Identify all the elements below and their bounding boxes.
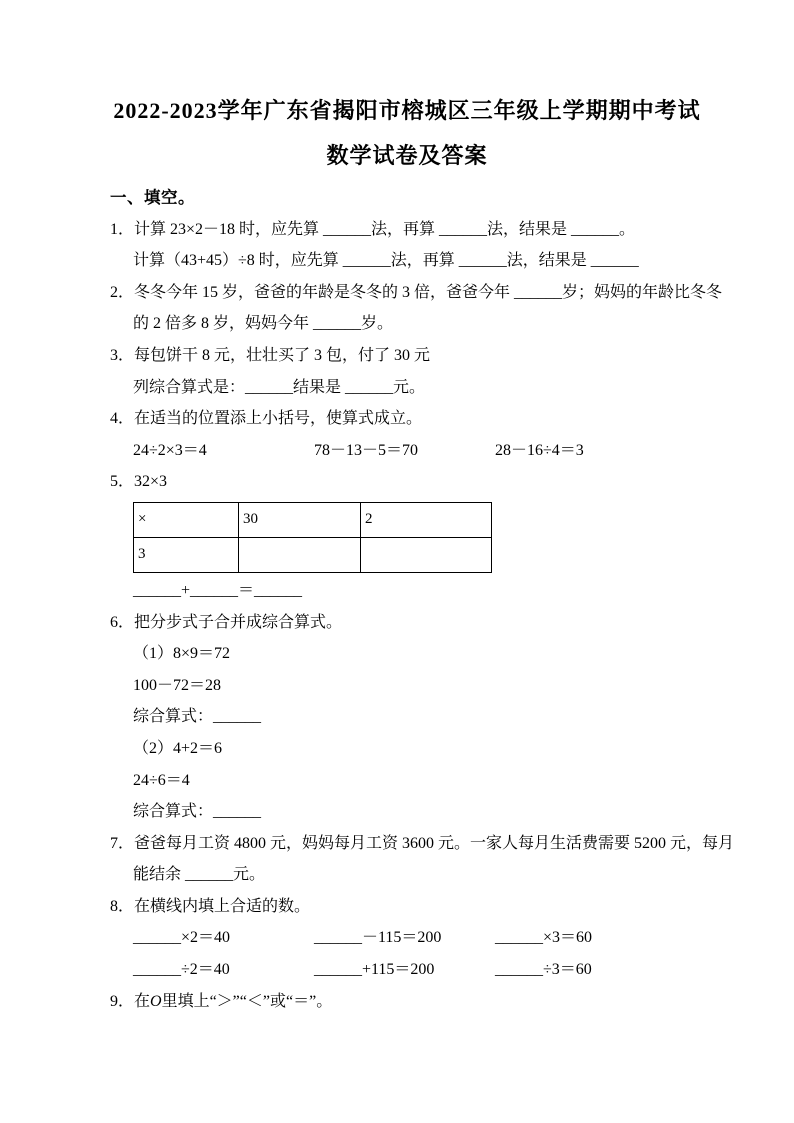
table-row (134, 502, 492, 537)
question-9-circle-symbol: O (150, 992, 162, 1010)
question-8-equation-3: ______×3＝60 (495, 929, 593, 947)
table-cell-operator: × (134, 502, 239, 537)
question-5-sum-line: ______+______＝______ (133, 581, 303, 599)
exam-title-line-2: 数学试卷及答案 (326, 143, 488, 168)
question-2-line-2: 的 2 倍多 8 岁，妈妈今年 ______岁。 (133, 315, 394, 333)
question-1-line-2: 计算（43+45）÷8 时，应先算 ______法，再算 ______法，结果是 ______ (133, 252, 639, 270)
question-8-equation-1: ______×2＝40 (133, 929, 231, 947)
question-6-prompt: 6．把分步式子合并成综合算式。 (110, 613, 343, 631)
question-8-row-2 (110, 954, 704, 986)
question-7-line-1: 7．爸爸每月工资 4800 元，妈妈每月工资 3600 元。一家人每月生活费需要 5200 元，每月 (110, 834, 735, 852)
multiplication-decomposition-table (133, 502, 492, 573)
table-cell-multiplier: 3 (134, 537, 239, 572)
question-5-label: 5．32×3 (110, 473, 168, 491)
table-cell-blank-1 (239, 537, 361, 572)
table-cell-blank-2 (361, 537, 492, 572)
exam-title-line-1: 2022-2023学年广东省揭阳市榕城区三年级上学期期中考试 (113, 98, 701, 123)
question-8-equation-4: ______÷2＝40 (133, 961, 230, 979)
question-6-part1-answer: 综合算式：______ (133, 708, 262, 726)
table-cell-ones: 2 (361, 502, 492, 537)
question-4-equation-1: 24÷2×3＝4 (133, 441, 207, 459)
question-8-equation-5: ______+115＝200 (314, 961, 435, 979)
question-6-part2-step1: （2）4+2＝6 (133, 739, 223, 757)
question-6-part2-step2: 24÷6＝4 (133, 771, 190, 789)
question-3-line-1: 3．每包饼干 8 元，壮壮买了 3 包，付了 30 元 (110, 346, 431, 364)
question-8-row-1 (110, 922, 704, 954)
question-4-equation-3: 28－16÷4＝3 (495, 441, 584, 459)
question-9-prompt (110, 986, 704, 1018)
question-8-equation-6: ______÷3＝60 (495, 961, 592, 979)
question-8-prompt: 8．在横线内填上合适的数。 (110, 897, 311, 915)
question-9-prefix: 9．在 (110, 992, 151, 1010)
table-row (134, 537, 492, 572)
question-7-line-2: 能结余 ______元。 (133, 866, 266, 884)
question-4-equations-row (110, 435, 704, 467)
question-4-prompt: 4．在适当的位置添上小括号，使算式成立。 (110, 410, 423, 428)
question-1-line-1: 1．计算 23×2－18 时，应先算 ______法，再算 ______法，结果是 ______。 (110, 220, 636, 238)
question-6-part1-step2: 100－72＝28 (133, 676, 222, 694)
question-6-part2-answer: 综合算式：______ (133, 803, 262, 821)
question-8-equation-2: ______－115＝200 (314, 929, 442, 947)
question-4-equation-2: 78－13－5＝70 (314, 441, 419, 459)
question-3-line-2: 列综合算式是：______结果是 ______元。 (133, 378, 426, 396)
question-2-line-1: 2．冬冬今年 15 岁，爸爸的年龄是冬冬的 3 倍，爸爸今年 ______岁；妈妈的年龄比冬冬 (110, 283, 723, 301)
section-1-heading: 一、填空。 (110, 188, 195, 207)
table-cell-tens: 30 (239, 502, 361, 537)
question-6-part1-step1: （1）8×9＝72 (133, 645, 231, 663)
question-9-suffix: 里填上“＞”“＜”或“＝”。 (161, 992, 333, 1010)
